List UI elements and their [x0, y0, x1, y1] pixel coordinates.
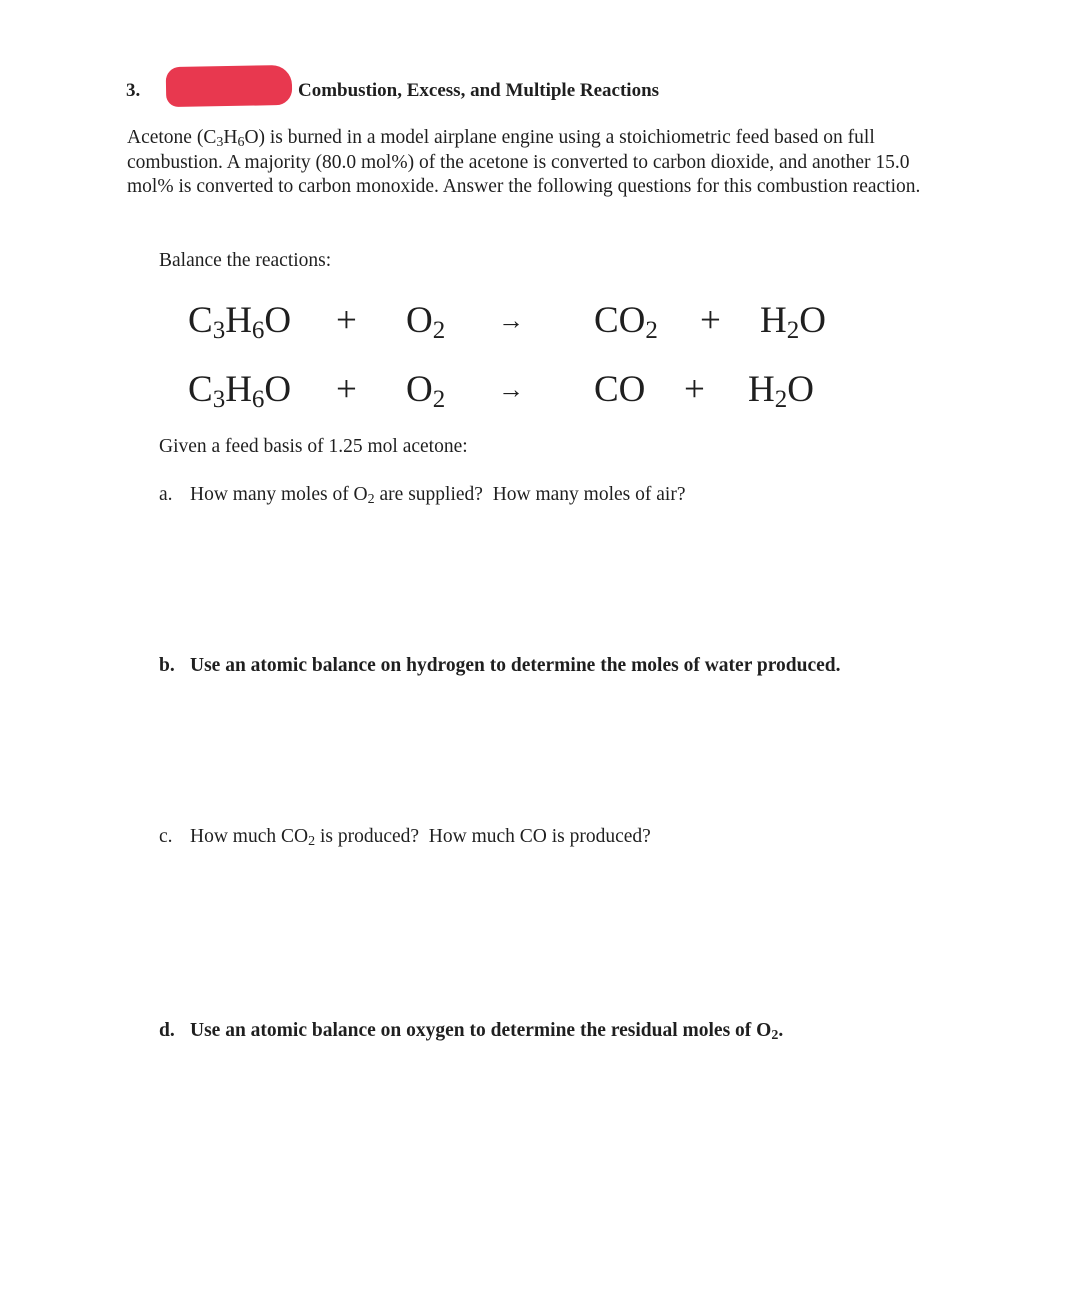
acetone-formula: $C_3H_6O$: [188, 300, 292, 344]
carbon-dioxide-formula: $CO_2$: [594, 300, 658, 344]
water-formula: $H_2O$: [760, 300, 826, 344]
question-number: 3.: [126, 80, 141, 101]
plus-sign: +: [700, 300, 721, 341]
balance-label: Balance the reactions:: [159, 250, 332, 271]
question-b-label: b.: [159, 655, 175, 676]
reaction-arrow: →: [498, 306, 524, 335]
reaction-1: [0, 296, 1080, 346]
reaction-2: [0, 365, 1080, 415]
oxygen-formula: $O_2$: [406, 369, 446, 413]
given-basis: Given a feed basis of 1.25 mol acetone:: [159, 436, 468, 457]
water-formula: $H_2O$: [748, 369, 814, 413]
question-a-text: How many moles of $O_2$ are supplied? How many moles of air?: [190, 484, 686, 507]
carbon-monoxide-formula: CO: [594, 369, 646, 410]
question-title: Combustion, Excess, and Multiple Reactions: [298, 80, 660, 101]
plus-sign: +: [336, 369, 357, 410]
question-d-label: d.: [159, 1020, 175, 1041]
question-b-text: Use an atomic balance on hydrogen to determine the moles of water produced.: [190, 655, 841, 676]
question-a-label: a.: [159, 484, 173, 505]
acetone-formula: $C_3H_6O$: [188, 369, 292, 413]
intro-paragraph: Acetone $(C_3H_6O)$ is burned in a model airplane engine using a stoichiometric feed based on full combustion. A majority (80.0 mol%) of the acetone is converted to carbon dioxide, and another 15.0 mol% is converted to carbon monoxide. Answer the following questions for this combustion reaction.: [127, 127, 921, 197]
question-c-label: c.: [159, 826, 173, 847]
reaction-arrow: →: [498, 375, 524, 404]
oxygen-formula: $O_2$: [406, 300, 446, 344]
question-c-text: How much $CO_2$ is produced? How much CO is produced?: [190, 826, 651, 849]
plus-sign: +: [336, 300, 357, 341]
plus-sign: +: [684, 369, 705, 410]
question-d-text: Use an atomic balance on oxygen to determine the residual moles of $O_2$.: [190, 1020, 784, 1043]
redaction-mark: [166, 65, 293, 107]
